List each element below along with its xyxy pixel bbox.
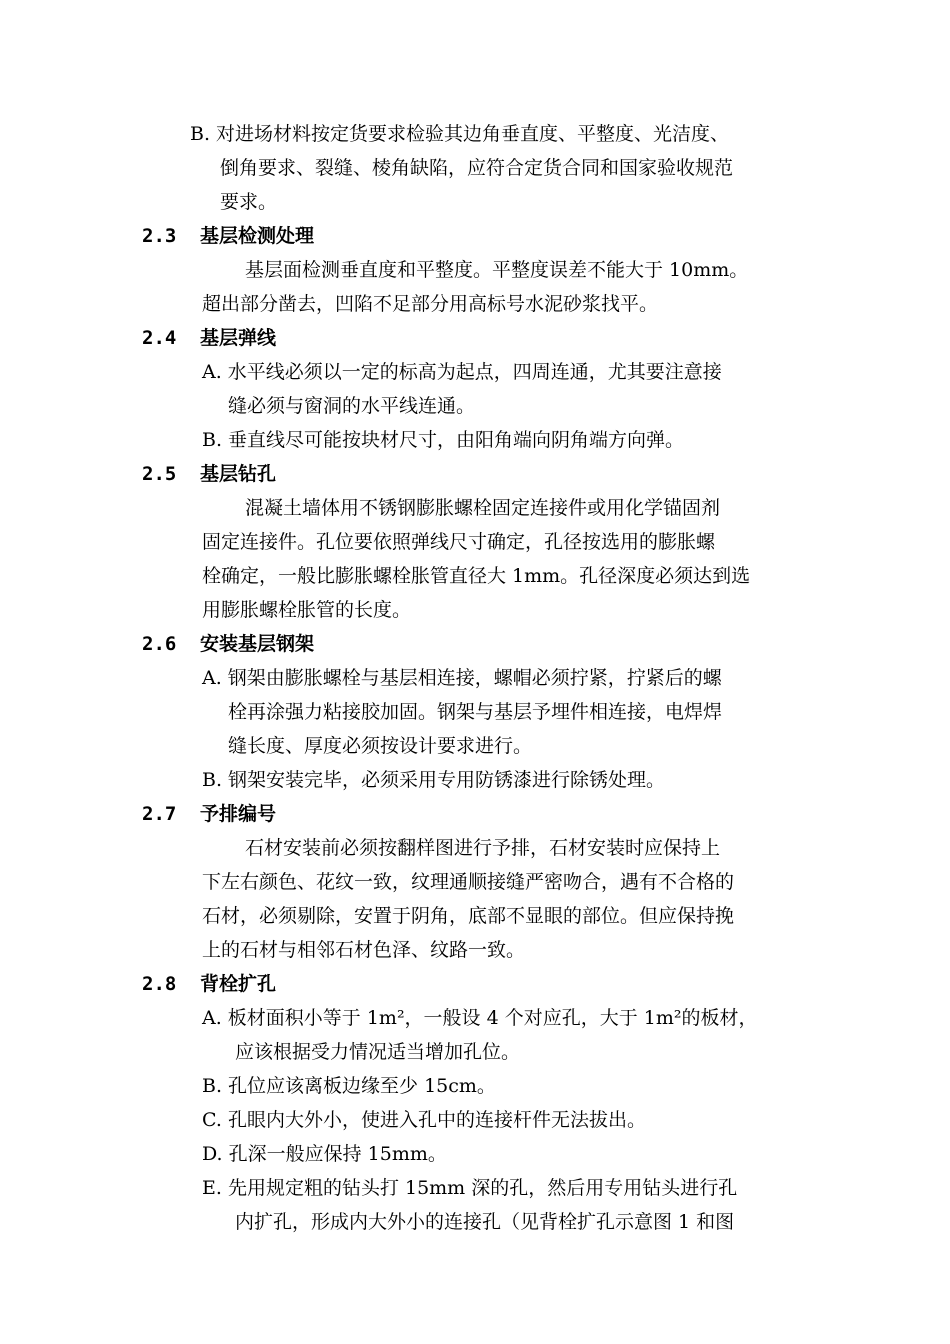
section-heading [142,219,314,253]
paragraph-line: 倒角要求、裂缝、棱角缺陷，应符合定货合同和国家验收规范 [220,157,734,179]
list-item: A. 水平线必须以一定的标高为起点，四周连通，尤其要注意接 [202,361,722,383]
paragraph-line: 石材安装前必须按翻样图进行予排，石材安装时应保持上 [245,837,721,859]
section-number: 2.5 [142,463,177,485]
section-heading [142,967,276,1001]
list-item: B. 垂直线尽可能按块材尺寸，由阳角端向阴角端方向弹。 [202,429,685,451]
list-item: C. 孔眼内大外小，使进入孔中的连接杆件无法拔出。 [202,1109,646,1131]
paragraph-line: 栓再涂强力粘接胶加固。钢架与基层予埋件相连接，电焊焊 [228,701,723,723]
section-heading [142,627,314,661]
paragraph-line: 固定连接件。孔位要依照弹线尺寸确定，孔径按选用的膨胀螺 [202,531,716,553]
section-title: 基层检测处理 [200,225,315,247]
paragraph-line: 缝必须与窗洞的水平线连通。 [228,395,476,417]
section-number: 2.4 [142,327,177,349]
list-item: A. 钢架由膨胀螺栓与基层相连接，螺帽必须拧紧，拧紧后的螺 [202,667,722,689]
section-heading [142,457,276,491]
list-item: B. 钢架安装完毕，必须采用专用防锈漆进行除锈处理。 [202,769,666,791]
section-number: 2.3 [142,225,177,247]
paragraph-line: 内扩孔，形成内大外小的连接孔（见背栓扩孔示意图 1 和图 [235,1211,735,1233]
list-item: D. 孔深一般应保持 15mm。 [202,1143,447,1165]
section-number: 2.8 [142,973,177,995]
paragraph-line: 超出部分凿去，凹陷不足部分用高标号水泥砂浆找平。 [202,293,659,315]
section-title: 背栓扩孔 [200,973,277,995]
paragraph-line: 基层面检测垂直度和平整度。平整度误差不能大于 10mm。 [245,259,749,281]
list-item: A. 板材面积小等于 1m²，一般设 4 个对应孔，大于 1m²的板材， [202,1007,758,1029]
section-title: 基层钻孔 [200,463,277,485]
list-item: B. 孔位应该离板边缘至少 15cm。 [202,1075,496,1097]
paragraph-line: 应该根据受力情况适当增加孔位。 [235,1041,521,1063]
section-heading [142,797,276,831]
list-item: E. 先用规定粗的钻头打 15mm 深的孔，然后用专用钻头进行孔 [202,1177,738,1199]
paragraph-line: 混凝土墙体用不锈钢膨胀螺栓固定连接件或用化学锚固剂 [245,497,721,519]
paragraph-line: 上的石材与相邻石材色泽、纹路一致。 [202,939,526,961]
section-title: 安装基层钢架 [200,633,315,655]
section-title: 予排编号 [200,803,277,825]
paragraph-line: B. 对进场材料按定货要求检验其边角垂直度、平整度、光洁度、 [190,123,730,145]
paragraph-line: 下左右颜色、花纹一致，纹理通顺接缝严密吻合，遇有不合格的 [202,871,735,893]
paragraph-line: 要求。 [220,191,278,213]
paragraph-line: 缝长度、厚度必须按设计要求进行。 [228,735,533,757]
paragraph-line: 石材，必须剔除，安置于阴角，底部不显眼的部位。但应保持挽 [202,905,735,927]
section-number: 2.7 [142,803,177,825]
paragraph-line: 用膨胀螺栓胀管的长度。 [202,599,412,621]
section-heading [142,321,276,355]
paragraph-line: 栓确定，一般比膨胀螺栓胀管直径大 1mm。孔径深度必须达到选 [202,565,751,587]
section-number: 2.6 [142,633,177,655]
section-title: 基层弹线 [200,327,277,349]
